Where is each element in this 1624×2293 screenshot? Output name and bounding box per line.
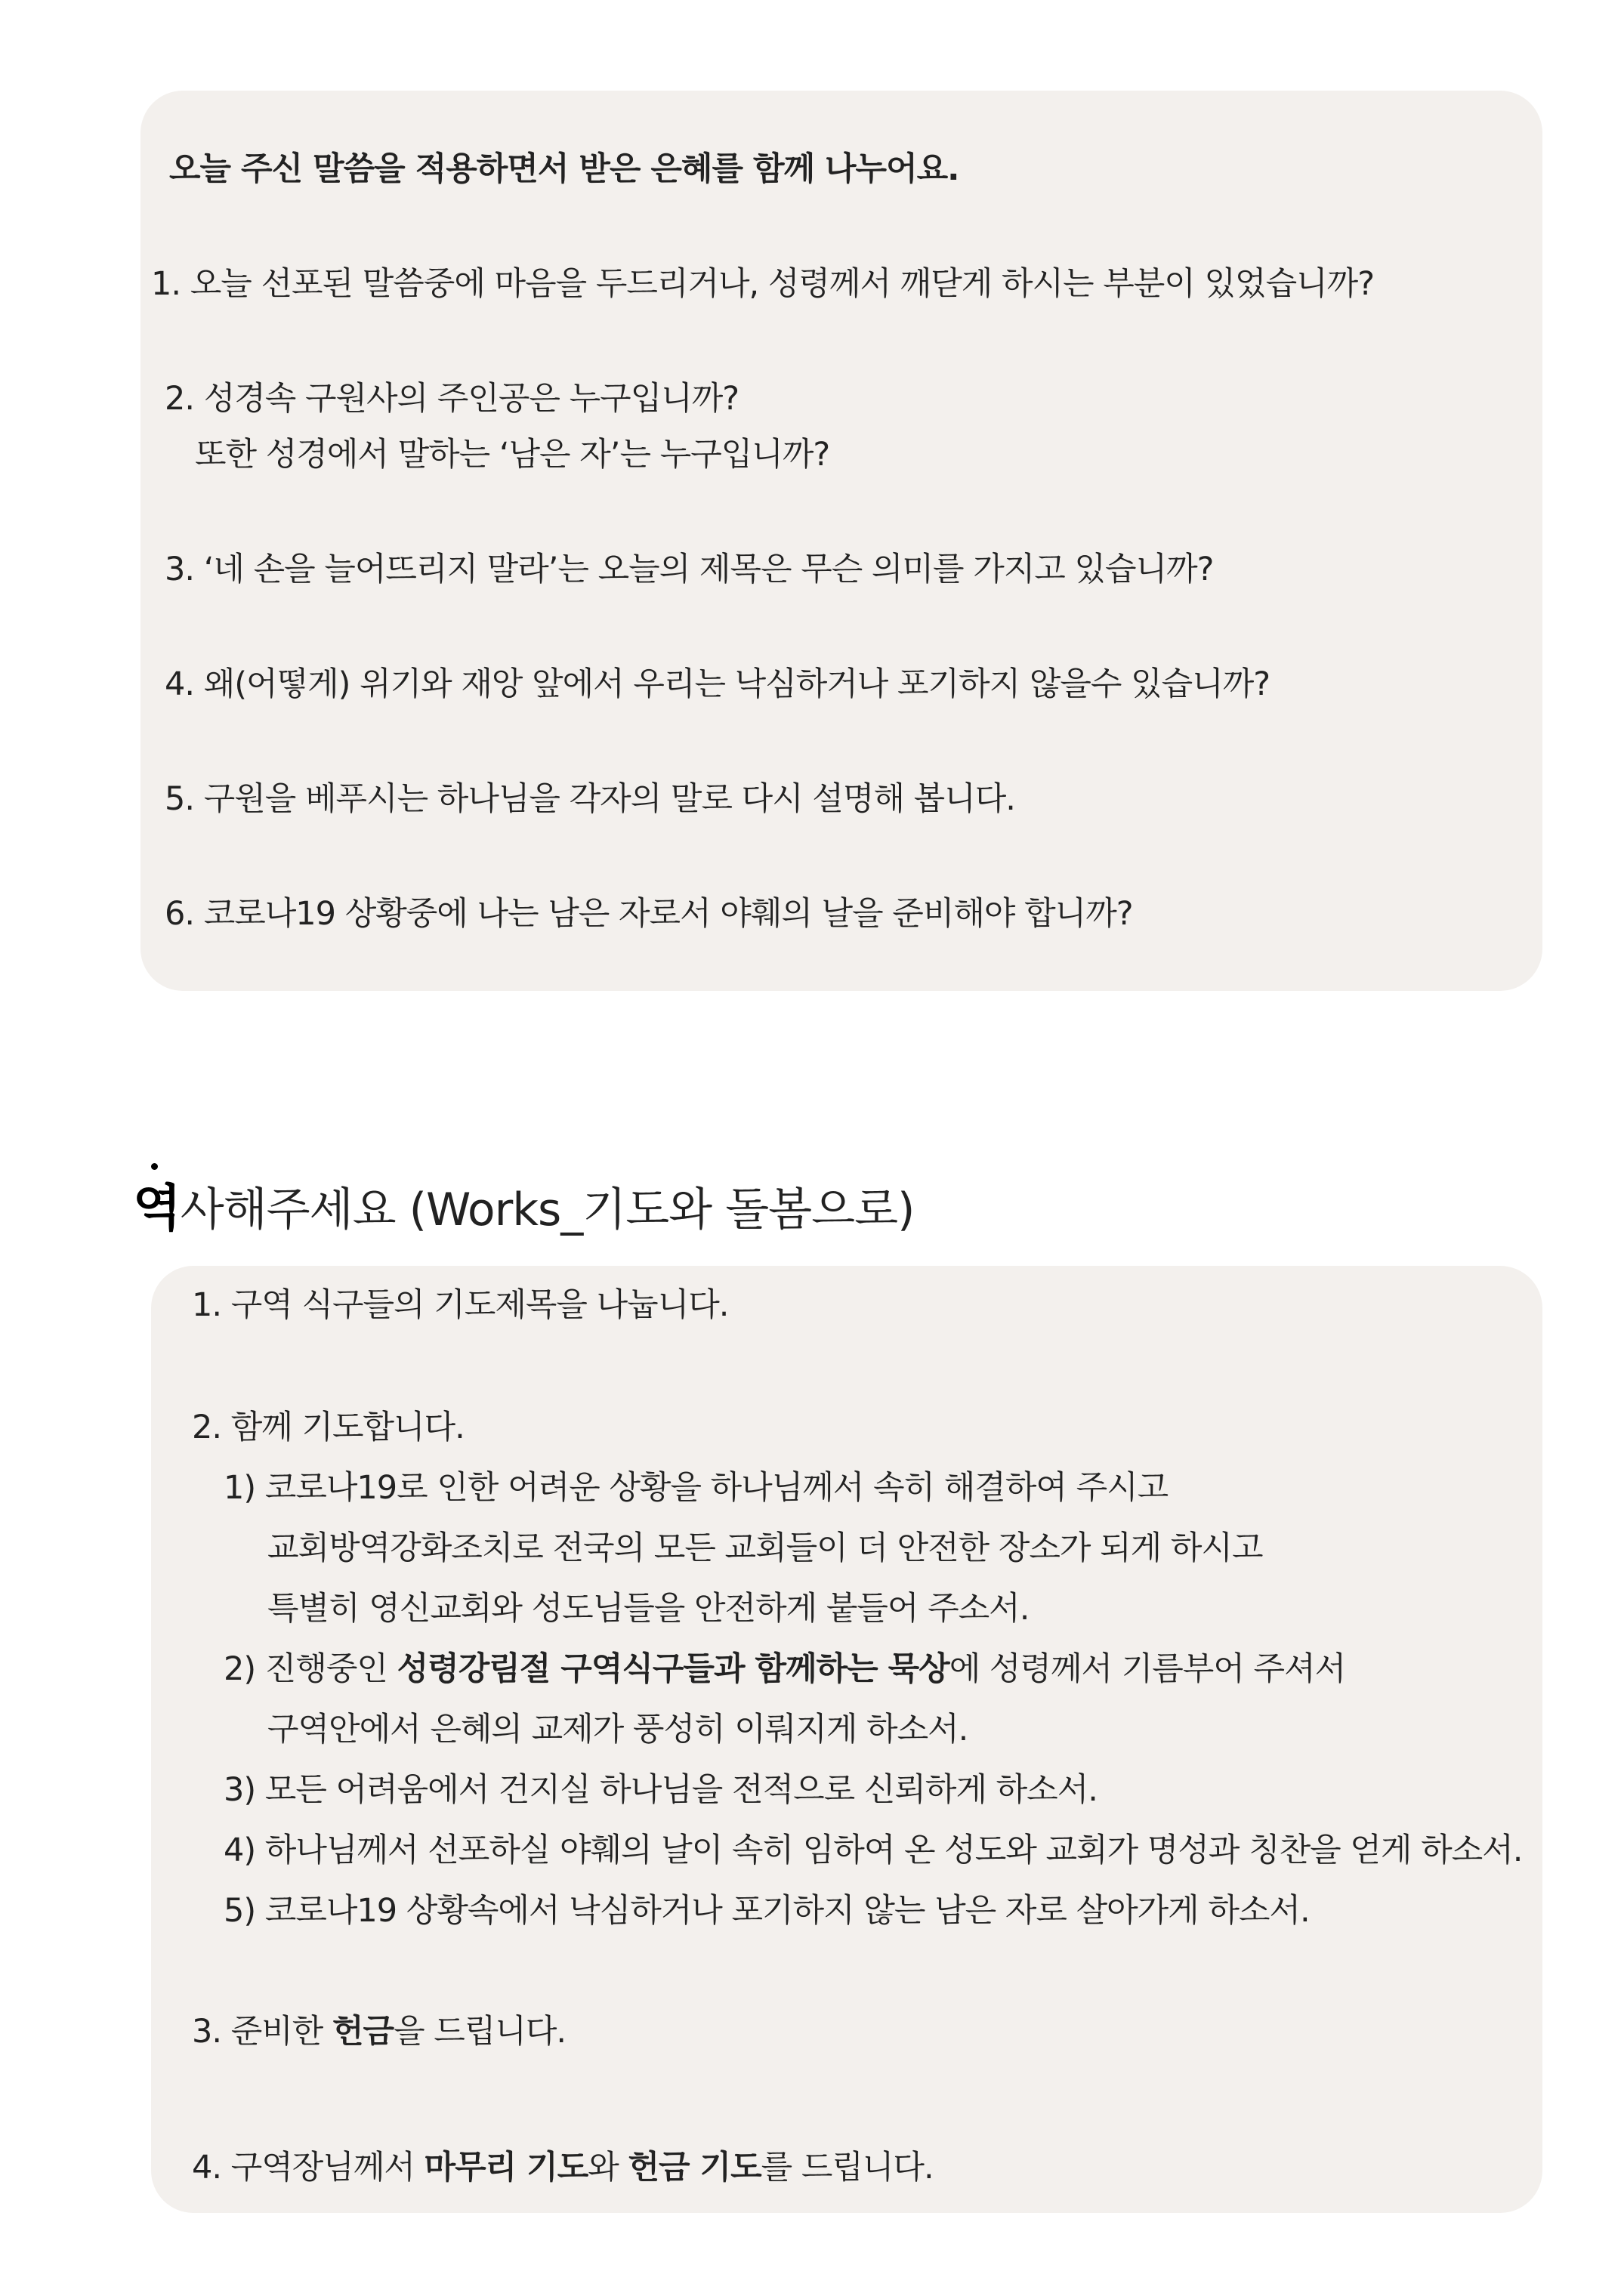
offering-suffix: 을 드립니다. [394,2013,567,2051]
sharing-intro: 오늘 주신 말씀을 적용하면서 받은 은혜를 함께 나누어요. [169,150,959,188]
section-heading-first-letter: 역 [133,1179,181,1237]
question-4: 4. 왜(어떻게) 위기와 재앙 앞에서 우리는 낙심하거나 포기하지 않을수 있습니까? [165,665,1270,703]
prayer-point-2-line-1 [224,1648,1345,1690]
prayer-point-2-emphasis: 성령강림절 구역식구들과 함께하는 묵상 [397,1650,949,1688]
offering-prayer-emphasis: 헌금 기도 [628,2149,761,2187]
closing-prefix: 4. 구역장님께서 [192,2149,425,2187]
prayer-item-1: 1. 구역 식구들의 기도제목을 나눕니다. [192,1286,729,1324]
closing-connector: 와 [588,2149,628,2187]
heading-accent-dot [151,1163,158,1170]
prayer-item-3 [192,2011,566,2053]
sharing-questions-box [140,91,1542,991]
question-2-line-2: 또한 성경에서 말하는 ‘남은 자’는 누구입니까? [195,436,830,474]
offering-prefix: 3. 준비한 [192,2013,332,2051]
question-2-line-1: 2. 성경속 구원사의 주인공은 누구입니까? [165,380,739,418]
prayer-item-4 [192,2146,934,2189]
section-heading [133,1178,914,1240]
question-5: 5. 구원을 베푸시는 하나님을 각자의 말로 다시 설명해 봅니다. [165,780,1015,818]
closing-prayer-emphasis: 마무리 기도 [424,2149,588,2187]
prayer-point-3: 3) 모든 어려움에서 건지실 하나님을 전적으로 신뢰하게 하소서. [224,1771,1098,1809]
prayer-point-1-line-2: 교회방역강화조치로 전국의 모든 교회들이 더 안전한 장소가 되게 하시고 [267,1529,1263,1567]
question-6: 6. 코로나19 상황중에 나는 남은 자로서 야훼의 날을 준비해야 합니까? [165,895,1133,933]
prayer-point-2-line-2: 구역안에서 은혜의 교제가 풍성히 이뤄지게 하소서. [267,1711,968,1748]
prayer-point-2-prefix: 2) 진행중인 [224,1650,397,1688]
prayer-point-1-line-1: 1) 코로나19로 인한 어려운 상황을 하나님께서 속히 해결하여 주시고 [224,1469,1169,1507]
prayer-point-5: 5) 코로나19 상황속에서 낙심하거나 포기하지 않는 남은 자로 살아가게 하소서. [224,1892,1310,1930]
prayer-item-2: 2. 함께 기도합니다. [192,1409,465,1446]
prayer-point-4: 4) 하나님께서 선포하실 야훼의 날이 속히 임하여 온 성도와 교회가 명성과 칭찬을 얻게 하소서. [224,1832,1523,1869]
prayer-point-1-line-3: 특별히 영신교회와 성도님들을 안전하게 붙들어 주소서. [267,1590,1030,1628]
section-heading-rest: 사해주세요 (Works_기도와 돌봄으로) [180,1184,915,1236]
question-1: 1. 오늘 선포된 말씀중에 마음을 두드리거나, 성령께서 깨닫게 하시는 부분이 있었습니까? [151,265,1375,303]
offering-emphasis: 헌금 [332,2013,394,2051]
prayer-point-2-suffix: 에 성령께서 기름부어 주셔서 [949,1650,1346,1688]
closing-suffix: 를 드립니다. [761,2149,934,2187]
question-3: 3. ‘네 손을 늘어뜨리지 말라’는 오늘의 제목은 무슨 의미를 가지고 있습니까? [165,551,1214,588]
